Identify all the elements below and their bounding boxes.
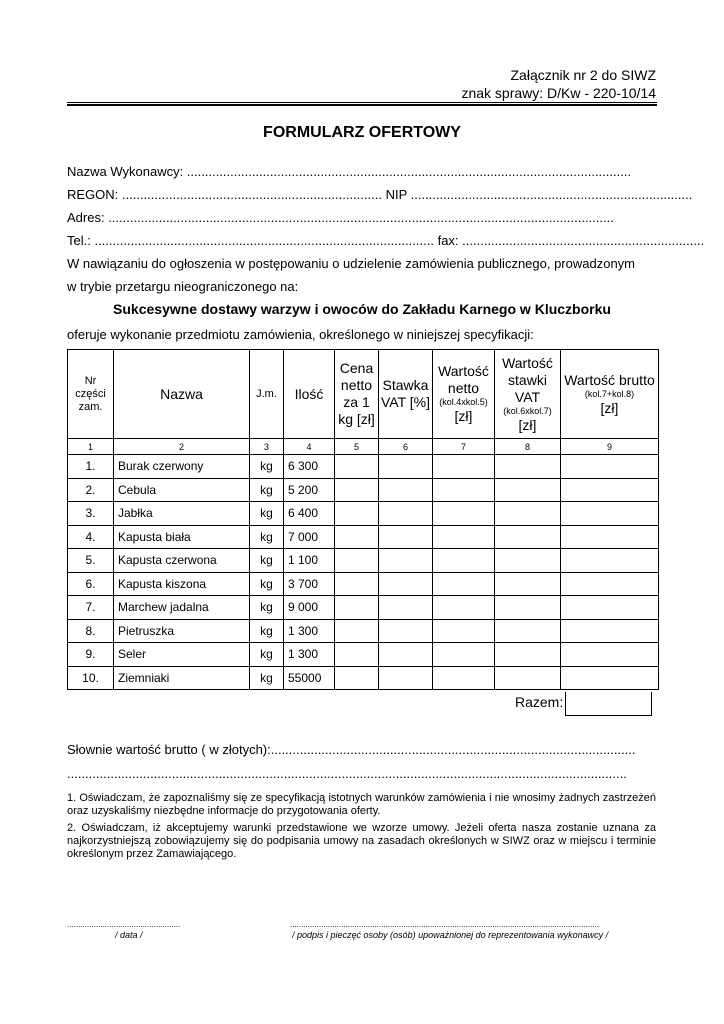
row-gross-value-cell[interactable] <box>561 549 659 573</box>
intro-line-1: W nawiązaniu do ogłoszenia w postępowaniu o udzielenie zamówienia publicznego, prowadzonym <box>67 256 636 271</box>
header-name: Nazwa <box>114 350 250 439</box>
col-number: 4 <box>284 439 335 455</box>
row-name: Burak czerwony <box>114 455 250 479</box>
total-value-cell[interactable] <box>565 692 652 716</box>
row-name: Pietruszka <box>114 619 250 643</box>
row-qty: 55000 <box>284 666 335 690</box>
net-value-title: Wartość netto <box>438 363 489 396</box>
row-price-cell[interactable] <box>335 572 379 596</box>
table-row <box>68 478 659 502</box>
row-unit: kg <box>250 478 284 502</box>
row-name: Jabłka <box>114 502 250 526</box>
row-vat-value-cell[interactable] <box>495 455 561 479</box>
vat-value-unit: [zł] <box>518 416 537 433</box>
row-name: Marchew jadalna <box>114 596 250 620</box>
regon-field[interactable]: REGON: ........................................................................ <box>67 187 382 202</box>
header-unit: J.m. <box>250 350 284 439</box>
row-vat-value-cell[interactable] <box>495 596 561 620</box>
gross-value-title: Wartość brutto <box>564 371 655 388</box>
row-vat-rate-cell[interactable] <box>379 502 433 526</box>
col-number: 2 <box>114 439 250 455</box>
row-unit: kg <box>250 596 284 620</box>
header-vat-rate: Stawka VAT [%] <box>379 350 433 439</box>
row-qty: 1 100 <box>284 549 335 573</box>
col-number: 7 <box>433 439 495 455</box>
row-vat-value-cell[interactable] <box>495 619 561 643</box>
declaration-1: 1. Oświadczam, że zapoznaliśmy się ze specyfikacją istotnych warunków zamówienia i nie wnosimy żadnych zastrzeżeń oraz uzyskaliśmy niezbędne informacje do przygotowania oferty. <box>67 792 656 817</box>
row-qty: 9 000 <box>284 596 335 620</box>
row-unit: kg <box>250 643 284 667</box>
row-unit: kg <box>250 619 284 643</box>
row-vat-rate-cell[interactable] <box>379 478 433 502</box>
total-label: Razem: <box>515 694 564 710</box>
row-unit: kg <box>250 525 284 549</box>
row-nr: 1. <box>68 455 114 479</box>
column-number-row <box>68 439 659 455</box>
nip-field[interactable]: NIP .............................................................................. <box>385 187 693 202</box>
row-gross-value-cell[interactable] <box>561 619 659 643</box>
amount-in-words-line-2[interactable]: ........................................................................................................................................................... <box>67 766 627 781</box>
header-divider <box>67 102 657 106</box>
table-row <box>68 455 659 479</box>
row-gross-value-cell[interactable] <box>561 525 659 549</box>
row-nr: 7. <box>68 596 114 620</box>
row-vat-rate-cell[interactable] <box>379 455 433 479</box>
col-number: 9 <box>561 439 659 455</box>
row-unit: kg <box>250 502 284 526</box>
amount-in-words-field[interactable]: Słownie wartość brutto ( w złotych):..................................................................................................... <box>67 742 636 757</box>
row-nr: 6. <box>68 572 114 596</box>
row-gross-value-cell[interactable] <box>561 666 659 690</box>
col-number: 6 <box>379 439 433 455</box>
table-row <box>68 502 659 526</box>
header-vat-value <box>495 350 561 439</box>
contractor-name-field[interactable]: Nazwa Wykonawcy: ........................................................................................................................... <box>67 164 632 179</box>
row-price-cell[interactable] <box>335 666 379 690</box>
gross-value-note: (kol.7+kol.8) <box>584 388 635 399</box>
document-header <box>461 66 656 102</box>
header-net-value <box>433 350 495 439</box>
table-row <box>68 619 659 643</box>
row-name: Kapusta czerwona <box>114 549 250 573</box>
row-vat-rate-cell[interactable] <box>379 549 433 573</box>
tel-fax-row <box>67 233 705 249</box>
col-number: 5 <box>335 439 379 455</box>
row-net-value-cell[interactable] <box>433 455 495 479</box>
row-gross-value-cell[interactable] <box>561 643 659 667</box>
header-qty: Ilość <box>284 350 335 439</box>
attachment-label: Załącznik nr 2 do SIWZ <box>510 67 656 83</box>
row-gross-value-cell[interactable] <box>561 478 659 502</box>
row-vat-value-cell[interactable] <box>495 666 561 690</box>
col-number: 8 <box>495 439 561 455</box>
row-gross-value-cell[interactable] <box>561 455 659 479</box>
row-vat-value-cell[interactable] <box>495 643 561 667</box>
row-name: Kapusta kiszona <box>114 572 250 596</box>
row-vat-value-cell[interactable] <box>495 525 561 549</box>
row-qty: 6 300 <box>284 455 335 479</box>
row-name: Ziemniaki <box>114 666 250 690</box>
signature-label: / podpis i pieczęć osoby (osób) upoważnionej do reprezentowania wykonawcy / <box>292 930 609 940</box>
table-row <box>68 596 659 620</box>
row-vat-rate-cell[interactable] <box>379 619 433 643</box>
signature-line[interactable]: ........................................................................................................................................... <box>290 920 599 929</box>
table-row <box>68 643 659 667</box>
row-net-value-cell[interactable] <box>433 619 495 643</box>
table-row <box>68 572 659 596</box>
row-price-cell[interactable] <box>335 643 379 667</box>
page-title: FORMULARZ OFERTOWY <box>263 124 461 141</box>
offer-line: oferuje wykonanie przedmiotu zamówienia, określonego w niniejszej specyfikacji: <box>67 327 534 342</box>
row-nr: 5. <box>68 549 114 573</box>
row-unit: kg <box>250 455 284 479</box>
row-unit: kg <box>250 549 284 573</box>
vat-value-title: Wartość stawki VAT <box>502 354 553 405</box>
row-nr: 3. <box>68 502 114 526</box>
row-price-cell[interactable] <box>335 455 379 479</box>
row-qty: 7 000 <box>284 525 335 549</box>
table-row <box>68 666 659 690</box>
row-net-value-cell[interactable] <box>433 525 495 549</box>
row-net-value-cell[interactable] <box>433 643 495 667</box>
row-vat-rate-cell[interactable] <box>379 643 433 667</box>
intro-line-2: w trybie przetargu nieograniczonego na: <box>67 279 299 294</box>
row-name: Cebula <box>114 478 250 502</box>
row-nr: 9. <box>68 643 114 667</box>
col-number: 1 <box>68 439 114 455</box>
row-net-value-cell[interactable] <box>433 666 495 690</box>
net-value-note: (kol.4xkol.5) <box>439 397 488 407</box>
row-price-cell[interactable] <box>335 478 379 502</box>
row-price-cell[interactable] <box>335 619 379 643</box>
row-nr: 8. <box>68 619 114 643</box>
row-qty: 1 300 <box>284 619 335 643</box>
row-price-cell[interactable] <box>335 525 379 549</box>
row-price-cell[interactable] <box>335 502 379 526</box>
regon-nip-row <box>67 187 693 203</box>
row-vat-rate-cell[interactable] <box>379 596 433 620</box>
row-vat-rate-cell[interactable] <box>379 666 433 690</box>
row-vat-value-cell[interactable] <box>495 478 561 502</box>
vat-value-note: (kol.6xkol.7) <box>503 405 552 416</box>
table-row <box>68 549 659 573</box>
case-reference: znak sprawy: D/Kw - 220-10/14 <box>461 85 656 101</box>
row-qty: 3 700 <box>284 572 335 596</box>
header-nr: Nr części zam. <box>68 350 114 439</box>
offer-table <box>67 349 659 690</box>
row-qty: 1 300 <box>284 643 335 667</box>
row-net-value-cell[interactable] <box>433 572 495 596</box>
row-unit: kg <box>250 572 284 596</box>
row-name: Kapusta biała <box>114 525 250 549</box>
row-net-value-cell[interactable] <box>433 596 495 620</box>
row-name: Seler <box>114 643 250 667</box>
row-gross-value-cell[interactable] <box>561 596 659 620</box>
row-net-value-cell[interactable] <box>433 549 495 573</box>
row-nr: 4. <box>68 525 114 549</box>
date-signature-line[interactable]: ................................................... <box>67 920 181 929</box>
row-gross-value-cell[interactable] <box>561 572 659 596</box>
row-net-value-cell[interactable] <box>433 502 495 526</box>
declaration-2: 2. Oświadczam, iż akceptujemy warunki przedstawione we wzorze umowy. Jeżeli oferta nasza zostanie uznana za najkorzystniejszą zobowiązujemy się do podpisania umowy na zasadach określonych w SIWZ oraz w miejscu i terminie określonym przez Zamawiającego. <box>67 822 656 860</box>
address-field[interactable]: Adres: ............................................................................................................................................ <box>67 210 614 225</box>
row-vat-value-cell[interactable] <box>495 572 561 596</box>
row-vat-rate-cell[interactable] <box>379 525 433 549</box>
row-price-cell[interactable] <box>335 596 379 620</box>
row-price-cell[interactable] <box>335 549 379 573</box>
table-row <box>68 525 659 549</box>
row-vat-value-cell[interactable] <box>495 549 561 573</box>
header-price: Cena netto za 1 kg [zł] <box>335 350 379 439</box>
header-gross-value <box>561 350 659 439</box>
row-nr: 2. <box>68 478 114 502</box>
row-qty: 6 400 <box>284 502 335 526</box>
fax-field[interactable]: fax: ................................................................... <box>437 233 705 248</box>
date-label: / data / <box>115 930 143 940</box>
gross-value-unit: [zł] <box>600 399 619 416</box>
row-vat-value-cell[interactable] <box>495 502 561 526</box>
row-qty: 5 200 <box>284 478 335 502</box>
row-gross-value-cell[interactable] <box>561 502 659 526</box>
col-number: 3 <box>250 439 284 455</box>
row-unit: kg <box>250 666 284 690</box>
row-nr: 10. <box>68 666 114 690</box>
row-vat-rate-cell[interactable] <box>379 572 433 596</box>
net-value-unit: [zł] <box>454 408 473 424</box>
table-header-row <box>68 350 659 439</box>
row-net-value-cell[interactable] <box>433 478 495 502</box>
order-subject: Sukcesywne dostawy warzyw i owoców do Zakładu Karnego w Kluczborku <box>113 301 611 317</box>
table-body <box>68 455 659 690</box>
tel-field[interactable]: Tel.: .............................................................................................. <box>67 233 434 248</box>
